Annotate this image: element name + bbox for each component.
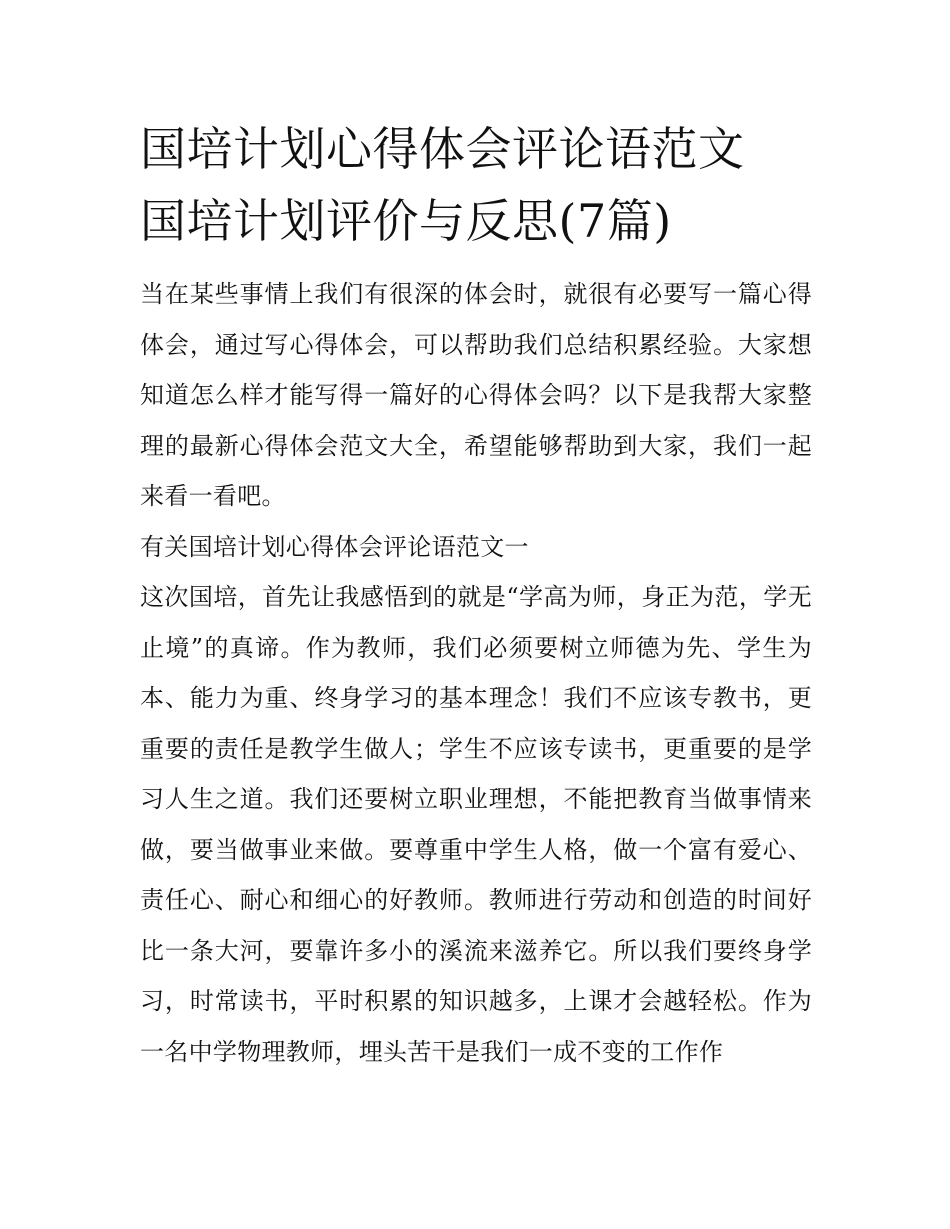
title-line-1: 国培计划心得体会评论语范文 (140, 122, 745, 176)
document-body (140, 269, 812, 1077)
document-content (140, 113, 812, 1077)
section-paragraph: 这次国培，首先让我感悟到的就是“学高为师，身正为范，学无止境”的真谛。作为教师，我们必须要树立师德为先、学生为本、能力为重、终身学习的基本理念！我们不应该专教书，更重要的责任是教学生做人；学生不应该专读书，更重要的是学习人生之道。我们还要树立职业理想，不能把教育当做事情来做，要当做事业来做。要尊重中学生人格，做一个富有爱心、责任心、耐心和细心的好教师。教师进行劳动和创造的时间好比一条大河，要靠许多小的溪流来滋养它。所以我们要终身学习，时常读书，平时积累的知识越多，上课才会越轻松。作为一名中学物理教师，埋头苦干是我们一成不变的工作作 (140, 583, 812, 1066)
intro-paragraph: 当在某些事情上我们有很深的体会时，就很有必要写一篇心得体会，通过写心得体会，可以帮助我们总结积累经验。大家想知道怎么样才能写得一篇好的心得体会吗？以下是我帮大家整理的最新心得体会范文大全，希望能够帮助到大家，我们一起来看一看吧。 (140, 280, 812, 510)
section-heading: 有关国培计划心得体会评论语范文一 (140, 532, 529, 561)
title-line-2: 国培计划评价与反思(7篇) (140, 194, 672, 248)
document-title (140, 113, 812, 257)
